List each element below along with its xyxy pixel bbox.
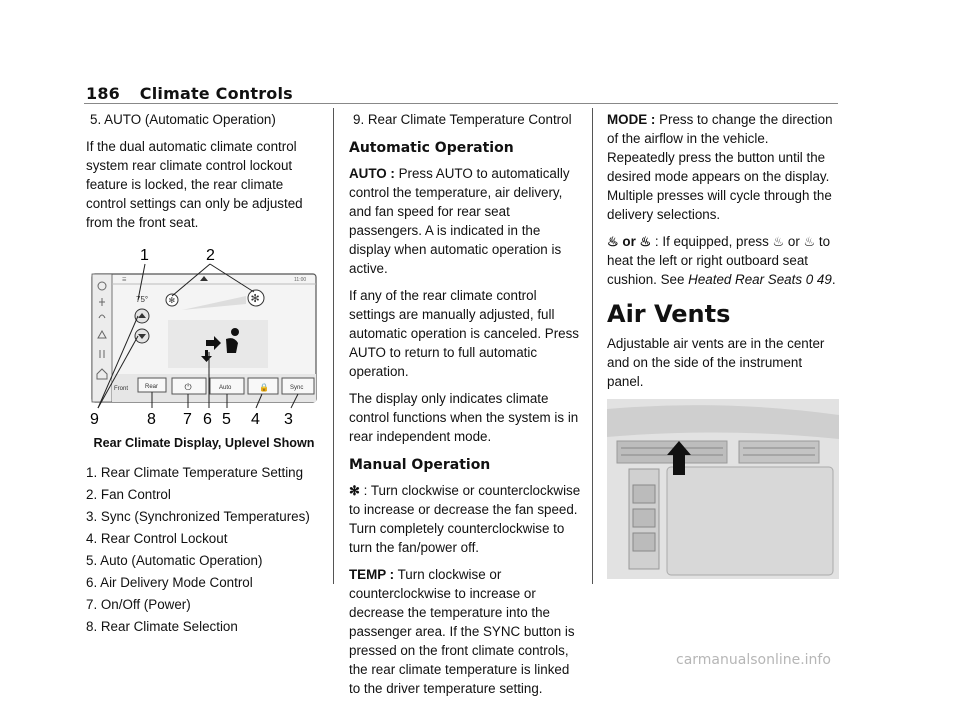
air-vents-photo xyxy=(607,399,839,579)
side-button xyxy=(633,509,655,527)
heading-air-vents: Air Vents xyxy=(607,300,731,328)
heading-automatic-operation: Automatic Operation xyxy=(349,140,514,156)
lock-icon: 🔒 xyxy=(259,383,269,392)
intro-item: 5. AUTO (Automatic Operation) xyxy=(90,112,276,127)
left-seat-heat-icon-inline: ♨ xyxy=(772,234,785,249)
auto-text: Press AUTO to automatically control the temperature, air delivery, and fan speed for rear seat passengers. A is indicated in the display when automatic operation is active. xyxy=(349,166,570,276)
callout-2: 2 xyxy=(206,247,215,264)
callout-1: 1 xyxy=(140,247,149,264)
air-vents-illustration xyxy=(607,399,839,579)
list-item: 8. Rear Climate Selection xyxy=(86,619,238,634)
callout-5: 5 xyxy=(222,411,231,428)
figure-caption: Rear Climate Display, Uplevel Shown xyxy=(93,436,315,450)
temp-paragraph xyxy=(349,565,581,698)
callout-6: 6 xyxy=(203,411,212,428)
watermark: carmanualsonline.info xyxy=(676,652,831,668)
right-seat-heat-icon: ♨ xyxy=(639,234,652,249)
status-signal-icon: ☰ xyxy=(122,277,127,283)
mode-text: Press to change the direction of the airflow in the vehicle. Repeatedly press the button until the desired mode appears on the display. Multiple presses will cycle through the delivery selections. xyxy=(607,112,833,222)
status-time: 11:00 xyxy=(294,277,307,283)
page-number: 186 xyxy=(86,84,120,103)
seat-or: or xyxy=(622,234,636,249)
right-seat-heat-icon-inline: ♨ xyxy=(803,234,816,249)
callout-8: 8 xyxy=(147,411,156,428)
column-3 xyxy=(607,110,839,579)
callout-7: 7 xyxy=(183,411,192,428)
vents-paragraph: Adjustable air vents are in the center and on the side of the instrument panel. xyxy=(607,336,825,389)
column-1 xyxy=(86,110,322,639)
page-header xyxy=(86,84,293,103)
callout-3: 3 xyxy=(284,411,293,428)
auto-label: AUTO : xyxy=(349,166,395,181)
column-separator-1 xyxy=(333,108,334,584)
list-item: 3. Sync (Synchronized Temperatures) xyxy=(86,509,310,524)
callout-4: 4 xyxy=(251,411,260,428)
left-seat-heat-icon: ♨ xyxy=(607,234,619,249)
list-item: 6. Air Delivery Mode Control xyxy=(86,575,253,590)
list-item: 7. On/Off (Power) xyxy=(86,597,191,612)
callout-9: 9 xyxy=(90,411,99,428)
power-icon: ⏻ xyxy=(184,382,192,392)
manual-adjust-paragraph: If any of the rear climate control settings are manually adjusted, full automatic operation is canceled. Press AUTO to return to full automatic operation. xyxy=(349,288,579,379)
temp-readout: 75° xyxy=(136,295,149,304)
fan-small-icon: ✻ xyxy=(168,296,176,305)
infotainment-screen xyxy=(667,467,833,575)
fan-paragraph xyxy=(349,481,581,557)
side-button xyxy=(633,485,655,503)
see-label: See xyxy=(660,272,689,287)
auto-button-label: Auto xyxy=(219,385,232,391)
front-button[interactable]: Front xyxy=(114,386,129,392)
seat-text-b: to heat the left or right outboard seat cushion. xyxy=(607,234,831,287)
rear-climate-display-illustration xyxy=(86,240,322,432)
temp-label: TEMP : xyxy=(349,567,395,582)
header-rule xyxy=(84,103,838,104)
list-item-9: 9. Rear Climate Temperature Control xyxy=(353,112,572,127)
rear-independent-paragraph: The display only indicates climate control functions when the system is in rear independent mode. xyxy=(349,391,579,444)
list-item: 4. Rear Control Lockout xyxy=(86,531,228,546)
mode-paragraph xyxy=(607,110,839,224)
fan-icon: ✻ xyxy=(349,483,360,498)
rear-button-label: Rear xyxy=(145,384,159,390)
heading-manual-operation: Manual Operation xyxy=(349,457,491,473)
column-2 xyxy=(349,110,581,706)
rear-climate-display-figure xyxy=(86,240,322,432)
page-ref[interactable]: 0 49 xyxy=(802,272,832,287)
auto-paragraph xyxy=(349,164,581,278)
list-item: 1. Rear Climate Temperature Setting xyxy=(86,465,304,480)
center-vent-right xyxy=(739,441,819,463)
list-item: 2. Fan Control xyxy=(86,487,171,502)
passenger-head-icon xyxy=(231,328,239,336)
see-end: . xyxy=(831,272,836,287)
seat-or-2: or xyxy=(784,234,804,249)
heated-rear-seats-link[interactable]: Heated Rear Seats xyxy=(688,272,803,287)
callout-list xyxy=(86,463,322,636)
seat-text-a: : If equipped, press xyxy=(651,234,773,249)
temp-text: Turn clockwise or counterclockwise to increase or decrease the temperature into the passenger area. If the SYNC button is pressed on the front climate controls, the rear climate temperature is linked to the driver temperature setting. xyxy=(349,567,575,696)
list-item: 5. Auto (Automatic Operation) xyxy=(86,553,263,568)
lockout-paragraph: If the dual automatic climate control system rear climate control lockout feature is locked, the rear climate control settings can only be adjusted from the front seat. xyxy=(86,139,303,230)
mode-label: MODE : xyxy=(607,112,656,127)
side-button xyxy=(633,533,655,551)
section-title: Climate Controls xyxy=(139,84,293,103)
sync-button-label: Sync xyxy=(290,385,304,391)
heated-seat-paragraph xyxy=(607,232,839,289)
fan-large-icon: ✻ xyxy=(250,293,260,305)
fan-text: : Turn clockwise or counterclockwise to increase or decrease the fan speed. Turn completely counterclockwise to turn the fan/power off. xyxy=(349,483,581,555)
column-separator-2 xyxy=(592,108,593,584)
